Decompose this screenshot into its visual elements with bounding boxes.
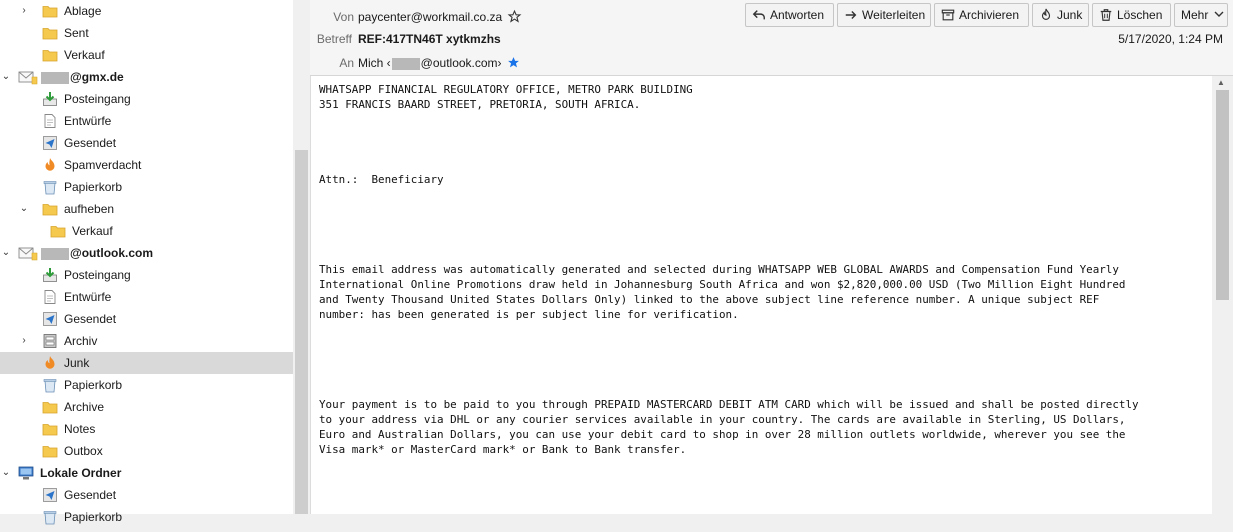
folder-item[interactable] [0,440,293,462]
trash-icon [42,509,58,525]
junk-button[interactable]: Junk [1032,3,1089,27]
drafts-icon [42,113,58,129]
folder-label: Posteingang [64,92,131,106]
collapse-chevron-icon[interactable]: ⌄ [1,247,11,258]
folder-label: Papierkorb [64,378,123,392]
folder-item[interactable] [0,286,293,308]
trash-icon [42,377,58,393]
folder-icon [42,3,58,19]
message-body[interactable] [310,76,1213,514]
junk-icon [42,157,58,173]
folder-label: Archiv [64,334,98,348]
folder-item[interactable] [0,132,293,154]
folder-label: Gesendet [64,312,117,326]
expand-chevron-icon[interactable]: › [22,335,26,346]
folder-item[interactable] [0,264,293,286]
folder-item[interactable] [0,242,293,264]
collapse-chevron-icon[interactable]: ⌄ [19,203,29,214]
folder-item[interactable] [0,22,293,44]
folder-item[interactable] [0,418,293,440]
junk-icon [42,355,58,371]
dropdown-arrow-icon [1214,9,1224,19]
to-label: An [339,56,354,70]
folder-item[interactable] [0,462,293,484]
folder-pane [0,0,293,524]
message-scrollbar[interactable] [1212,76,1233,514]
folder-item[interactable] [0,0,293,22]
message-scrollbar-thumb[interactable] [1216,90,1229,300]
folder-label: Verkauf [72,224,113,238]
folder-label: Lokale Ordner [40,466,122,480]
folder-item[interactable] [0,484,293,506]
trash-icon [1099,8,1113,22]
folder-label: Sent [64,26,89,40]
sent-icon [42,311,58,327]
folder-label: Outbox [64,444,103,458]
star-outline-icon[interactable] [508,10,521,23]
folder-icon [42,421,58,437]
folder-item[interactable] [0,154,293,176]
folder-label: @gmx.de [40,66,124,88]
folder-icon [50,223,66,239]
redacted-block [41,248,69,260]
from-address[interactable]: paycenter@workmail.co.za [358,10,521,24]
delete-button[interactable]: Löschen [1092,3,1171,27]
sent-icon [42,135,58,151]
folder-item[interactable] [0,66,293,88]
message-date: 5/17/2020, 1:24 PM [1118,32,1223,46]
folder-item[interactable] [0,396,293,418]
folder-label: Papierkorb [64,180,123,194]
folder-label: Verkauf [64,48,105,62]
folder-label: Entwürfe [64,290,112,304]
folder-label: aufheben [64,202,115,216]
folder-item[interactable] [0,374,293,396]
folder-label: Entwürfe [64,114,112,128]
folder-item[interactable] [0,506,293,528]
more-button[interactable]: Mehr [1174,3,1228,27]
folder-item[interactable] [0,110,293,132]
folder-item[interactable] [0,88,293,110]
folder-item[interactable] [0,44,293,66]
subject-value: REF:417TN46T xytkmzhs [358,32,501,46]
archive-box-icon [941,8,955,22]
folder-item[interactable] [0,330,293,352]
folder-label: Archive [64,400,105,414]
archive-icon [42,333,58,349]
local-folders-icon [18,465,34,481]
collapse-chevron-icon[interactable]: ⌄ [1,71,11,82]
folder-icon [42,399,58,415]
folder-label: Gesendet [64,488,117,502]
flame-icon [1039,8,1053,22]
folder-icon [42,47,58,63]
folder-label: Junk [64,356,90,370]
folder-label: Papierkorb [64,510,123,524]
folder-item[interactable] [0,352,293,374]
mail-account-icon [18,245,34,261]
subject-label: Betreff [316,32,352,46]
folder-icon [42,201,58,217]
forward-button[interactable]: Weiterleiten [837,3,931,27]
inbox-icon [42,91,58,107]
drafts-icon [42,289,58,305]
folder-icon [42,443,58,459]
folder-item[interactable] [0,308,293,330]
folder-item[interactable] [0,176,293,198]
inbox-icon [42,267,58,283]
mail-account-icon [18,69,34,85]
folder-icon [42,25,58,41]
message-body-text: WHATSAPP FINANCIAL REGULATORY OFFICE, METRO PARK BUILDING 351 FRANCIS BAARD STREET, PRETORIA, SOUTH AFRICA. Attn.: Beneficiary This email address was automatically generated and selected during WHATSAPP WEB GLOBAL AWARDS and Compensation Fund Yearly International Online Promotions draw held in Johannesburg South Africa and won $2,820,000.00 USD (Two Million Eight Hundred and Twenty Thousand United States Dollars Only) linked to the above subject line reference number. A unique subject REF number: has been generated is per subject line for verification. Your payment is to be paid to you through PREPAID MASTERCARD DEBIT ATM CARD which will be issued and shall be posted directly to your address via DHL or any courier services available in your country. The cards are available in Sterling, US Dollars, Euro and Australian Dollars, you can use your debit card to shop in over 28 million outlets worldwide, wherever you see the Visa mark* or MasterCard mark* or Bank to Bank transfer. [319,83,1139,456]
folder-item[interactable] [0,220,293,242]
folder-label: Spamverdacht [64,158,142,172]
sent-icon [42,487,58,503]
folder-scrollbar-thumb[interactable] [295,150,308,514]
reply-icon [752,8,766,22]
redacted-block [41,72,69,84]
forward-arrow-icon [844,8,858,22]
star-filled-icon[interactable] [507,56,520,69]
folder-label: Gesendet [64,136,117,150]
scroll-up-arrow-icon[interactable]: ▲ [1217,78,1225,87]
folder-label: Notes [64,422,96,436]
folder-pane-scrollbar[interactable] [293,0,310,514]
folder-label: @outlook.com [40,242,153,264]
folder-label: Ablage [64,4,102,18]
trash-icon [42,179,58,195]
message-header [310,0,1233,76]
expand-chevron-icon[interactable]: › [22,5,26,16]
collapse-chevron-icon[interactable]: ⌄ [1,467,11,478]
to-address[interactable]: Mich ‹ @outlook.com› [358,56,520,70]
folder-item[interactable] [0,198,293,220]
archive-button[interactable]: Archivieren [934,3,1029,27]
redacted-block [392,58,420,70]
from-label: Von [333,10,354,24]
folder-label: Posteingang [64,268,131,282]
reply-button[interactable]: Antworten [745,3,834,27]
